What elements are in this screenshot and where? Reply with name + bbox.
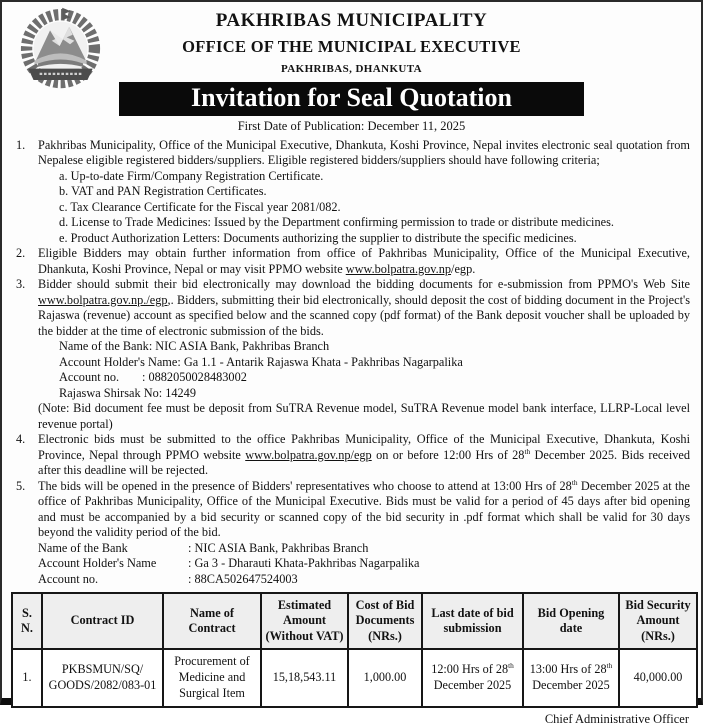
account-holder-value: : Ga 1.1 - Antarik Rajaswa Khata - Pakhribas Nagarpalika [177, 354, 463, 369]
ordinal-superscript: th [524, 446, 531, 456]
list-item-5 [16, 479, 690, 587]
ordinal-superscript: th [571, 477, 578, 487]
item5-text-pre: The bids will be opened in the presence of Bidders' representatives who choose to attend at 13:00 Hrs of 28 [38, 478, 572, 493]
bank-name-value: : NIC ASIA Bank, Pakhribas Branch [148, 339, 330, 354]
item3-text-post: ,. Bidders, submitting their bid electronically, should deposit the cost of bidding document in the Project's Rajaswa (revenue) account as specified below and the scanned copy (pdf format) of the Bank deposit voucher shall be uploaded by the bidder at the time of electronic submission of the bids. [38, 292, 690, 338]
contract-id-line1: PKBSMUN/SQ/ [61, 662, 144, 677]
criteria-e: e. Product Authorization Letters: Documents authorizing the supplier to distribute the specific medicines. [59, 230, 577, 245]
cell-estimated-amount: 15,18,543.11 [261, 649, 348, 707]
criteria-d: d. License to Trade Medicines: Issued by the Department confirming permission to trade or distribute medicines. [59, 215, 614, 230]
list-item-1 [16, 138, 690, 246]
col-header-last-date: Last date of bid submission [422, 593, 523, 649]
item-text [38, 432, 690, 478]
item-number: 4. [16, 432, 26, 447]
bank-name-label: Name of the Bank [38, 540, 128, 555]
revenue-account-details [59, 339, 690, 401]
account-holder-label: Account Holder's Name [59, 354, 178, 369]
item-number: 1. [16, 138, 26, 152]
deposit-note: (Note: Bid document fee must be deposit from SuTRA Revenue model, SuTRA Revenue model bank interface, LLRP-Local level revenue portal) [38, 401, 690, 431]
bank-name-label: Name of the Bank [59, 339, 149, 354]
ordinal-superscript: th [606, 660, 613, 670]
table-row [12, 649, 697, 707]
item-text [38, 277, 690, 432]
bank-name-value: : NIC ASIA Bank, Pakhribas Branch [188, 540, 369, 555]
list-item-3 [16, 277, 690, 432]
criteria-c: c. Tax Clearance Certificate for the Fiscal year 2081/082. [59, 199, 341, 214]
municipality-emblem-icon [17, 6, 104, 93]
office-location: PAKHRIBAS, DHANKUTA [280, 63, 423, 75]
col-header-opening-date: Bid Opening date [523, 593, 619, 649]
rajaswa-shirsak-value: : 14249 [158, 385, 196, 400]
item-text [38, 479, 690, 587]
item4-text-post: December 2025. Bids received after this deadline will be rejected. [38, 447, 690, 478]
account-holder-label: Account Holder's Name [38, 556, 157, 571]
account-no-label: Account no. [38, 571, 99, 586]
bank-detail-row [59, 355, 690, 370]
item4-text-mid: on or before 12:00 Hrs of 28 [371, 447, 525, 462]
item-number: 3. [16, 277, 26, 292]
organization-name: PAKHRIBAS MUNICIPALITY [215, 10, 488, 31]
office-name: OFFICE OF THE MUNICIPAL EXECUTIVE [182, 37, 521, 56]
list-item-4 [16, 432, 690, 478]
publication-date-line: First Date of Publication: December 11, 2025 [237, 119, 466, 133]
document-body [2, 134, 701, 587]
item-number: 5. [16, 478, 26, 493]
item-text [38, 246, 690, 277]
item5-text-post: December 2025 at the office of Pakhribas Municipality, Office of the Municipal Executive. Bids must be valid for a period of 45 days after bid opening and must be accompanied by a bid security or scanned copy of the bid security in .pdf format which shall be valid for 30 days beyond the validity period of the bid. [38, 478, 690, 540]
account-no-value: : 88CA502647524003 [188, 571, 298, 586]
bank-detail-row [38, 541, 690, 556]
bolpatra-egp-link[interactable]: www.bolpatra.gov.np/egp [245, 447, 372, 462]
table-header-row [12, 593, 697, 649]
contract-table-container [11, 592, 692, 708]
col-header-contract-id: Contract ID [42, 593, 163, 649]
opening-date-text2: December 2025 [532, 677, 610, 692]
document-title: Invitation for Seal Quotation [191, 83, 512, 112]
bolpatra-egp-link[interactable]: www.bolpatra.gov.np./egp [38, 292, 168, 307]
col-header-contract-name: Name of Contract [163, 593, 261, 649]
cell-contract-id [42, 649, 163, 707]
deposit-account-details [38, 541, 690, 587]
item-number: 2. [16, 246, 26, 261]
cell-last-date [422, 649, 523, 707]
item-text [38, 138, 690, 246]
bank-detail-row [59, 386, 690, 401]
contract-table [11, 592, 698, 708]
cell-sn: 1. [12, 649, 42, 707]
list-item-2 [16, 246, 690, 277]
cell-opening-date [523, 649, 619, 707]
cell-contract-name: Procurement of Medicine and Surgical Item [163, 649, 261, 707]
document-title-banner [119, 82, 584, 116]
col-header-sn: S. N. [12, 593, 42, 649]
item1-paragraph: Pakhribas Municipality, Office of the Municipal Executive, Dhankuta, Koshi Province, Nepal invites electronic seal quotation from Nepalese eligible registered bidders/suppliers. Eligible registered bidders/suppliers should have following criteria; [38, 138, 690, 168]
cell-bid-security: 40,000.00 [619, 649, 697, 707]
col-header-estimated-amount: Estimated Amount (Without VAT) [261, 593, 348, 649]
bolpatra-website-link[interactable]: www.bolpatra.gov.np [345, 261, 452, 276]
item3-text-pre: Bidder should submit their bid electronically may download the bidding documents for e-submission from PPMO's Web Site [38, 277, 690, 292]
item2-text-post: /egp. [451, 261, 476, 276]
signature-title: Chief Administrative Officer [544, 711, 689, 726]
last-date-text: 12:00 Hrs of 28 [431, 662, 509, 677]
cell-cost-of-bid: 1,000.00 [348, 649, 422, 707]
col-header-cost-of-bid: Cost of Bid Documents (NRs.) [348, 593, 422, 649]
bank-detail-row [59, 370, 690, 385]
bank-detail-row [38, 556, 690, 571]
rajaswa-shirsak-label: Rajaswa Shirsak No [59, 385, 159, 400]
item2-text-pre: Eligible Bidders may obtain further information from office of Pakhribas Municipality, Office of the Municipal Executive, Dhankuta, Koshi Province, Nepal or may visit PPMO website [38, 246, 690, 276]
contract-id-line2: GOODS/2082/083-01 [48, 677, 157, 692]
document-header [2, 2, 701, 134]
opening-date-text: 13:00 Hrs of 28 [529, 662, 607, 677]
criteria-list [59, 169, 690, 246]
col-header-bid-security: Bid Security Amount (NRs.) [619, 593, 697, 649]
account-no-value: : 0882050028483002 [142, 370, 247, 385]
bank-detail-row [38, 572, 690, 587]
bank-detail-row [59, 339, 690, 354]
criteria-a: a. Up-to-date Firm/Company Registration Certificate. [59, 168, 324, 183]
account-holder-value: : Ga 3 - Dharauti Khata-Pakhribas Nagarpalika [188, 556, 420, 571]
last-date-text2: December 2025 [433, 677, 512, 692]
item4-text-pre: Electronic bids must be submitted to the office Pakhribas Municipality, Office of the Municipal Executive, Dhankuta, Koshi Province, Nepal through PPMO website [38, 432, 690, 462]
account-no-label: Account no. [59, 370, 120, 385]
ordinal-superscript: th [508, 660, 514, 670]
criteria-b: b. VAT and PAN Registration Certificates. [59, 184, 267, 199]
